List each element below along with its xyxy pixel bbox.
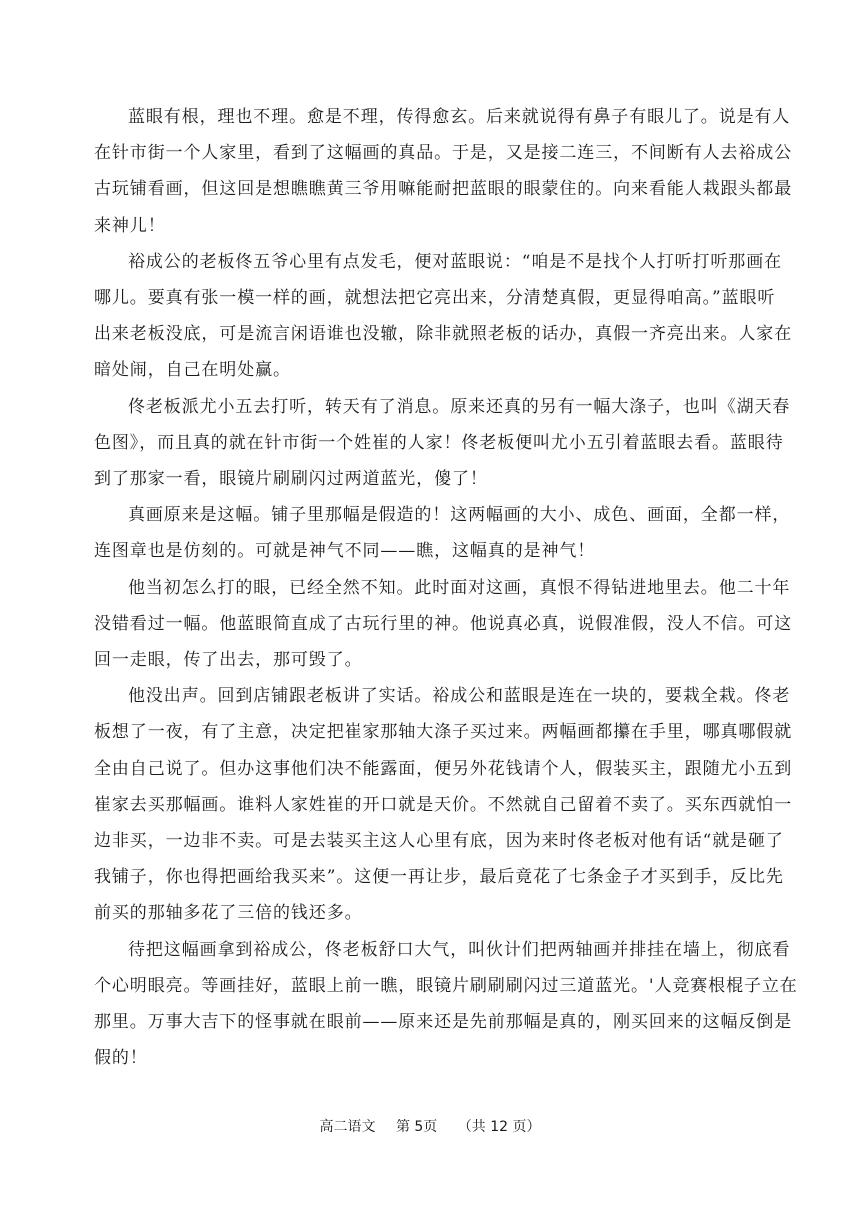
text-line: 个心明眼亮。等画挂好，蓝眼上前一瞧，眼镜片刷刷刷闪过三道蓝光。'人竞赛根棍子立在 (94, 975, 798, 996)
paragraph (94, 678, 793, 931)
text-line: 前买的那轴多花了三倍的钱还多。 (94, 903, 363, 924)
text-line: 蓝眼有根，理也不理。愈是不理，传得愈玄。后来就说得有鼻子有眼儿了。说是有人 (128, 107, 791, 127)
text-line: 出来老板没底，可是流言闲语谁也没辙，除非就照老板的话办，真假一齐亮出来。人家在 (94, 324, 793, 345)
text-line: 没错看过一幅。他蓝眼简直成了古玩行里的神。他说真必真，说假准假，没人不信。可这 (94, 613, 793, 634)
text-line: 连图章也是仿刻的。可就是神气不同——瞧，这幅真的是神气！ (94, 541, 596, 562)
text-line: 来神儿！ (94, 215, 166, 236)
text-line: 在针市街一个人家里，看到了这幅画的真品。于是，又是接二连三，不间断有人去裕成公 (94, 143, 793, 164)
article-body (94, 99, 798, 1076)
text-line: 待把这幅画拿到裕成公，佟老板舒口大气，叫伙计们把两轴画并排挂在墙上，彻底看 (128, 939, 791, 960)
text-line: 色图》，而且真的就在针市街一个姓崔的人家！佟老板便叫尤小五引着蓝眼去看。蓝眼待 (94, 432, 784, 453)
page-footer (0, 1116, 860, 1136)
text-line: 回一走眼，传了出去，那可毁了。 (94, 650, 363, 671)
text-line: 佟老板派尤小五去打听，转天有了消息。原来还真的另有一幅大涤子，也叫《湖天春 (128, 396, 791, 417)
paragraph (94, 932, 798, 1077)
text-line: 暗处闹，自己在明处赢。 (94, 360, 291, 381)
text-line: 那里。万事大吉下的怪事就在眼前——原来还是先前那幅是真的，刚买回来的这幅反倒是 (94, 1012, 793, 1033)
paragraph (94, 99, 793, 244)
paragraph (94, 497, 791, 569)
text-line: 假的！ (94, 1048, 148, 1069)
text-line: 哪儿。要真有张一模一样的画，就想法把它亮出来，分清楚真假，更显得咱高。”蓝眼听 (94, 288, 776, 309)
paragraph (94, 570, 793, 679)
text-line: 全由自己说了。但办这事他们决不能露面，便另外花钱请个人，假装买主，跟随尤小五到 (94, 758, 793, 779)
text-line: 他没出声。回到店铺跟老板讲了实话。裕成公和蓝眼是连在一块的，要栽全栽。佟老 (128, 686, 791, 707)
text-line: 到了那家一看，眼镜片刷刷闪过两道蓝光，傻了！ (94, 469, 488, 490)
footer-subject: 高二语文 (319, 1119, 376, 1135)
text-line: 我铺子，你也得把画给我买来”。这便一再让步，最后竟花了七条金子才买到手，反比先 (94, 867, 784, 888)
text-line: 边非买，一边非不卖。可是去装买主这人心里有底，因为来时佟老板对他有话“就是砸了 (94, 831, 784, 852)
text-line: 古玩铺看画，但这回是想瞧瞧黄三爷用嘛能耐把蓝眼的眼蒙住的。向来看能人栽跟头都最 (94, 179, 793, 200)
text-line: 他当初怎么打的眼，已经全然不知。此时面对这画，真恨不得钻进地里去。他二十年 (128, 577, 791, 598)
paragraph (94, 244, 793, 389)
paragraph (94, 389, 791, 498)
footer-total-pages: （共 12 页） (457, 1119, 541, 1135)
text-line: 真画原来是这幅。铺子里那幅是假造的！这两幅画的大小、成色、画面，全都一样， (128, 505, 791, 526)
footer-page-number: 第 5页 (395, 1119, 438, 1135)
text-line: 崔家去买那幅画。谁料人家姓崔的开口就是天价。不然就自己留着不卖了。买东西就怕一 (94, 794, 793, 815)
text-line: 裕成公的老板佟五爷心里有点发毛，便对蓝眼说：“咱是不是找个人打听打听那画在 (128, 251, 782, 272)
text-line: 板想了一夜，有了主意，决定把崔家那轴大涤子买过来。两幅画都攥在手里，哪真哪假就 (94, 722, 793, 743)
